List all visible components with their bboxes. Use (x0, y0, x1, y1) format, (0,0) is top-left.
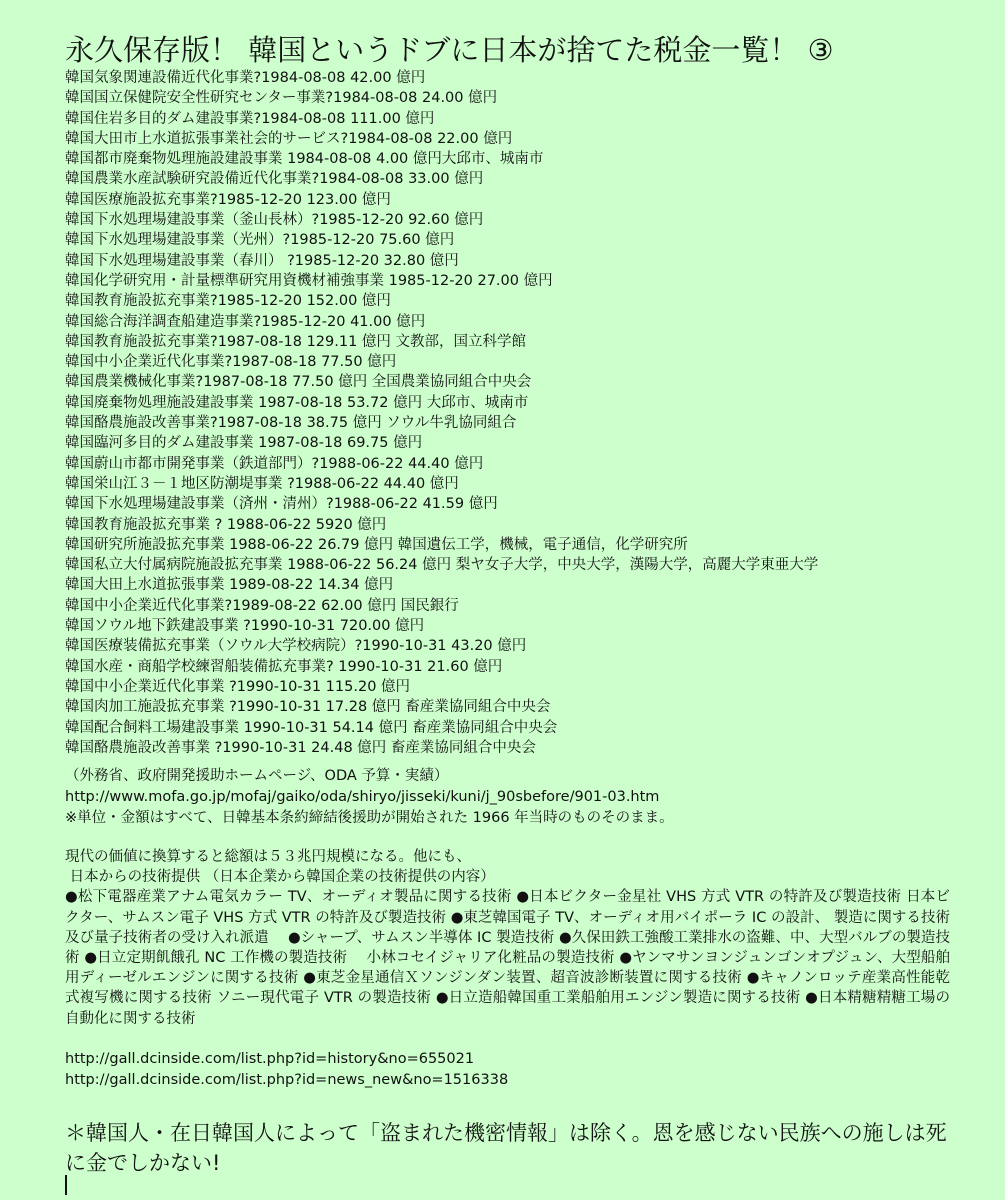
aid-record-row: 韓国医療装備拡充事業（ソウル大学校病院）?1990-10-31 43.20 億円 (65, 638, 527, 655)
source-note: ※単位・金額はすべて、日韓基本条約締結後援助が開始された 1966 年当時のものそのまま。 (65, 810, 674, 826)
aid-record-row: 韓国水産・商船学校練習船装備拡充事業? 1990-10-31 21.60 億円 (65, 658, 503, 675)
reference-link-2: http://gall.dcinside.com/list.php?id=news_new&no=1516338 (65, 1072, 509, 1088)
text-cursor (65, 1175, 67, 1195)
aid-record-row: 韓国中小企業近代化事業?1989-08-22 62.00 億円 国民銀行 (65, 597, 459, 614)
aid-record-row: 韓国酪農施設改善事業?1987-08-18 38.75 億円 ソウル牛乳協同組合 (65, 415, 517, 432)
aid-record-row: 韓国肉加工施設拡充事業 ?1990-10-31 17.28 億円 畜産業協同組合中央会 (65, 699, 551, 716)
source-block (65, 766, 995, 829)
aid-record-row: 韓国大田上水道拡張事業 1989-08-22 14.34 億円 (65, 577, 394, 594)
tech-transfer-block (65, 847, 950, 1029)
aid-record-row: 韓国栄山江３－１地区防潮堤事業 ?1988-06-22 44.40 億円 (65, 475, 459, 492)
aid-record-row: 韓国中小企業近代化事業?1987-08-18 77.50 億円 (65, 354, 397, 371)
aid-records-list (65, 68, 995, 758)
page-title: 永久保存版！ 韓国というドブに日本が捨てた税金一覧！ ③ (65, 33, 834, 67)
aid-record-row: 韓国下水処理場建設事業（春川） ?1985-12-20 32.80 億円 (65, 252, 459, 269)
footer-note: ＊韓国人・在日韓国人によって「盗まれた機密情報」は除く。恩を感じない民族への施しは死に金でしかない! (65, 1121, 947, 1175)
aid-record-row: 韓国廃棄物処理施設建設事業 1987-08-18 53.72 億円 大邱市、城南市 (65, 394, 529, 411)
reference-link-1: http://gall.dcinside.com/list.php?id=history&no=655021 (65, 1051, 475, 1067)
aid-record-row: 韓国下水処理場建設事業（済州・清州）?1988-06-22 41.59 億円 (65, 496, 498, 513)
aid-record-row: 韓国臨河多目的ダム建設事業 1987-08-18 69.75 億円 (65, 435, 423, 452)
tech-heading: 日本からの技術提供 （日本企業から韓国企業の技術提供の内容） (65, 869, 495, 886)
aid-record-row: 韓国農業機械化事業?1987-08-18 77.50 億円 全国農業協同組合中央会 (65, 374, 532, 391)
total-summary: 現代の価値に換算すると総額は５３兆円規模になる。他にも、 (65, 849, 471, 865)
reference-links (65, 1049, 508, 1091)
aid-record-row: 韓国農業水産試験研究設備近代化事業?1984-08-08 33.00 億円 (65, 171, 484, 188)
aid-record-row: 韓国教育施設拡充事業 ? 1988-06-22 5920 億円 (65, 516, 387, 533)
aid-record-row: 韓国酪農施設改善事業 ?1990-10-31 24.48 億円 畜産業協同組合中央会 (65, 739, 536, 756)
aid-record-row: 韓国総合海洋調査船建造事業?1985-12-20 41.00 億円 (65, 313, 426, 330)
aid-record-row: 韓国教育施設拡充事業?1987-08-18 129.11 億円 文教部，国立科学館 (65, 333, 527, 350)
source-citation: （外務省、政府開発援助ホームページ、ODA 予算・実績） (65, 768, 449, 784)
aid-record-row: 韓国ソウル地下鉄建設事業 ?1990-10-31 720.00 億円 (65, 618, 425, 635)
aid-record-row: 韓国私立大付属病院施設拡充事業 1988-06-22 56.24 億円 梨ヤ女子大学，中央大学，漢陽大学，高麗大学東亜大学 (65, 557, 819, 574)
aid-record-row: 韓国大田市上水道拡張事業社会的サービス?1984-08-08 22.00 億円 (65, 130, 513, 147)
aid-record-row: 韓国研究所施設拡充事業 1988-06-22 26.79 億円 韓国遺伝工学，機械，電子通信，化学研究所 (65, 536, 688, 553)
aid-record-row: 韓国医療施設拡充事業?1985-12-20 123.00 億円 (65, 191, 391, 208)
aid-record-row: 韓国下水処理場建設事業（光州）?1985-12-20 75.60 億円 (65, 232, 455, 249)
aid-record-row: 韓国教育施設拡充事業?1985-12-20 152.00 億円 (65, 293, 391, 310)
aid-record-row: 韓国配合飼料工場建設事業 1990-10-31 54.14 億円 畜産業協同組合中央会 (65, 719, 558, 736)
aid-record-row: 韓国都市廃棄物処理施設建設事業 1984-08-08 4.00 億円大邱市、城南市 (65, 151, 544, 168)
aid-record-row: 韓国下水処理場建設事業（釜山長林）?1985-12-20 92.60 億円 (65, 212, 484, 229)
aid-record-row: 韓国中小企業近代化事業 ?1990-10-31 115.20 億円 (65, 678, 411, 695)
source-url: http://www.mofa.go.jp/mofaj/gaiko/oda/shiryo/jisseki/kuni/j_90sbefore/901-03.htm (65, 789, 660, 805)
aid-record-row: 韓国化学研究用・計量標準研究用資機材補強事業 1985-12-20 27.00 億円 (65, 272, 553, 289)
aid-record-row: 韓国蔚山市都市開発事業（鉄道部門）?1988-06-22 44.40 億円 (65, 455, 484, 472)
aid-record-row: 韓国国立保健院安全性研究センター事業?1984-08-08 24.00 億円 (65, 90, 498, 107)
aid-record-row: 韓国住岩多目的ダム建設事業?1984-08-08 111.00 億円 (65, 110, 435, 127)
aid-record-row: 韓国気象関連設備近代化事業?1984-08-08 42.00 億円 (65, 70, 426, 86)
tech-items-paragraph: ●松下電器産業アナム電気カラー TV、オーディオ製品に関する技術 ●日本ビクター金星社 VHS 方式 VTR の特許及び製造技術 日本ビクター、サムスン電子 VHS 方式 VTR の特許及び製造技術 ●東芝韓国電子 TV、オーディオ用バイポーラ IC の設計、 製造に関する技術及び量子技術者の受け入れ派遣 ●シャープ、サムスン半導体 IC 製造技術 ●久保田鉄工強酸工業排水の盗難、中、大型バルブの製造技術 ●日立定期飢餓孔 NC 工作機の製造技術 小林コセイジャリア化粧品の製造技術 ●ヤンマサンヨンジュンゴンオプジュン、大型船舶用ディーゼルエンジンに関する技術 ●東芝金星通信Ｘソンジンダン装置、超音波診断装置に関する技術 ●キャノンロッテ産業高性能乾式複写機に関する技術 ソニー現代電子 VTR の製造技術 ●日立造船韓国重工業船舶用エンジン製造に関する技術 ●日本精糖精糖工場の自動化に関する技術 (65, 889, 950, 1027)
